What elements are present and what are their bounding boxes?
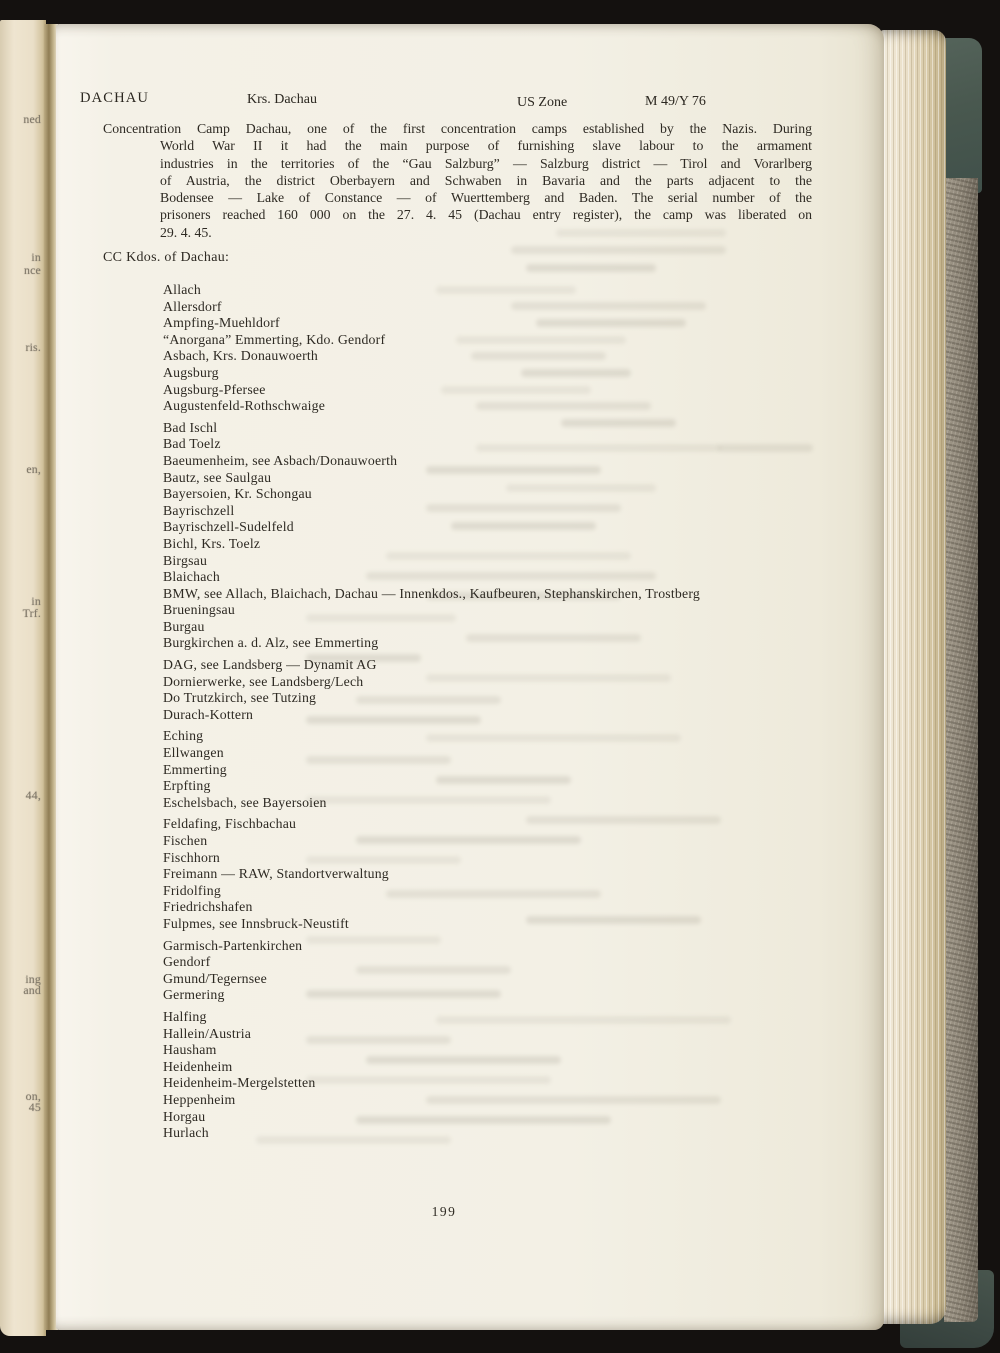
intro-paragraph: [103, 120, 812, 241]
list-item: Emmerting: [163, 761, 227, 777]
paragraph-line: of Austria, the district Oberbayern and Schwaben in Bavaria and the parts adjacent to the: [160, 172, 812, 188]
list-item: Heidenheim: [163, 1058, 233, 1074]
margin-text-fragment: en,: [26, 462, 41, 476]
bleed-through-line: [718, 444, 813, 452]
list-item: Fulpmes, see Innsbruck-Neustift: [163, 915, 349, 931]
list-item: Brueningsau: [163, 602, 235, 618]
list-item: Gendorf: [163, 954, 211, 970]
list-item: Burgkirchen a. d. Alz, see Emmerting: [163, 635, 379, 651]
list-item: Freimann — RAW, Standortverwaltung: [163, 866, 389, 882]
list-item: Bad Ischl: [163, 419, 218, 435]
list-item: Bayersoien, Kr. Schongau: [163, 486, 312, 502]
list-item: Bayrischzell-Sudelfeld: [163, 519, 294, 535]
list-item: Augsburg: [163, 364, 219, 380]
left-page-edge: [0, 20, 46, 1336]
list-item: Asbach, Krs. Donauwoerth: [163, 348, 318, 364]
list-item: Friedrichshafen: [163, 899, 253, 915]
list-item: DAG, see Landsberg — Dynamit AG: [163, 657, 377, 673]
kommando-group: [163, 938, 700, 1004]
kommando-group: [163, 420, 700, 652]
margin-text-fragment: and: [23, 983, 41, 997]
list-item: Halfing: [163, 1008, 207, 1024]
margin-text-fragment: ris.: [25, 340, 41, 354]
list-item: Durach-Kottern: [163, 706, 254, 722]
list-item: Allach: [163, 282, 201, 297]
list-item: Gmund/Tegernsee: [163, 970, 267, 986]
page-number: 199: [431, 1204, 457, 1219]
list-item: Garmisch-Partenkirchen: [163, 937, 303, 953]
list-item: Erpfting: [163, 778, 211, 794]
list-item: Fridolfing: [163, 882, 221, 898]
list-item: Ampfing-Muehldorf: [163, 315, 280, 331]
list-item: Hallein/Austria: [163, 1025, 252, 1041]
list-item: Bayrischzell: [163, 502, 235, 518]
list-item: BMW, see Allach, Blaichach, Dachau — Innenkdos., Kaufbeuren, Stephanskirchen, Trostberg: [163, 585, 700, 601]
margin-text-fragment: nce: [24, 263, 41, 277]
kommando-group: [163, 1009, 700, 1142]
list-item: Dornierwerke, see Landsberg/Lech: [163, 673, 364, 689]
margin-text-fragment: in: [31, 250, 41, 264]
list-item: Blaichach: [163, 569, 220, 585]
list-item: Baeumenheim, see Asbach/Donauwoerth: [163, 452, 398, 468]
list-item: Fischen: [163, 833, 208, 848]
margin-text-fragment: in: [31, 594, 41, 608]
list-item: Burgau: [163, 618, 205, 634]
list-item: Heidenheim-Mergelstetten: [163, 1075, 316, 1091]
list-item: Do Trutzkirch, see Tutzing: [163, 690, 317, 706]
entry-district: Krs. Dachau: [247, 92, 317, 107]
list-item: Fischhorn: [163, 849, 220, 865]
paragraph-line: World War II it had the main purpose of furnishing slave labour to the armament: [160, 138, 812, 154]
section-label: CC Kdos. of Dachau:: [103, 250, 230, 265]
list-item: Allersdorf: [163, 298, 222, 314]
paragraph-line: 29. 4. 45.: [160, 224, 212, 240]
book-page: [56, 24, 884, 1330]
kommando-group: [163, 282, 700, 415]
list-item: Horgau: [163, 1108, 206, 1124]
list-item: Heppenheim: [163, 1091, 236, 1107]
paragraph-line: Bodensee — Lake of Constance — of Wuerttemberg and Baden. The serial number of the: [160, 190, 812, 206]
margin-text-fragment: on,: [25, 1089, 41, 1103]
margin-text-fragment: Trf.: [22, 606, 41, 620]
list-item: “Anorgana” Emmerting, Kdo. Gendorf: [163, 331, 386, 347]
margin-text-fragment: 45: [28, 1100, 41, 1114]
map-reference: M 49/Y 76: [645, 94, 706, 109]
list-item: Eschelsbach, see Bayersoien: [163, 794, 327, 810]
list-item: Bautz, see Saulgau: [163, 469, 272, 485]
paragraph-line: prisoners reached 160 000 on the 27. 4. 45 (Dachau entry register), the camp was liberated on: [160, 207, 812, 223]
kommando-group: [163, 728, 700, 811]
list-item: Augsburg-Pfersee: [163, 381, 266, 397]
list-item: Birgsau: [163, 552, 208, 568]
board-texture-strip: [944, 178, 978, 1322]
margin-text-fragment: 44,: [25, 788, 41, 802]
list-item: Hurlach: [163, 1125, 209, 1141]
paragraph-line: Concentration Camp Dachau, one of the first concentration camps established by the Nazis. During: [103, 121, 812, 136]
list-item: Hausham: [163, 1042, 217, 1058]
entry-title: DACHAU: [80, 90, 150, 106]
list-item: Bad Toelz: [163, 436, 221, 452]
paragraph-line: industries in the territories of the “Gau Salzburg” — Salzburg district — Tirol and Vorarlberg: [160, 155, 812, 171]
occupation-zone: US Zone: [517, 95, 568, 110]
list-item: Feldafing, Fischbachau: [163, 816, 297, 832]
kommando-group: [163, 816, 700, 932]
list-item: Bichl, Krs. Toelz: [163, 535, 261, 551]
kommando-list: [163, 282, 700, 1147]
margin-text-fragment: ned: [23, 112, 41, 126]
list-item: Germering: [163, 987, 225, 1003]
kommando-group: [163, 657, 700, 723]
list-item: Augustenfeld-Rothschwaige: [163, 398, 326, 414]
bleed-through-line: [511, 246, 726, 254]
list-item: Ellwangen: [163, 745, 224, 761]
list-item: Eching: [163, 728, 204, 744]
bleed-through-line: [526, 264, 656, 272]
page-edge-stack: [878, 30, 946, 1324]
margin-text-fragment: ing: [25, 972, 41, 986]
